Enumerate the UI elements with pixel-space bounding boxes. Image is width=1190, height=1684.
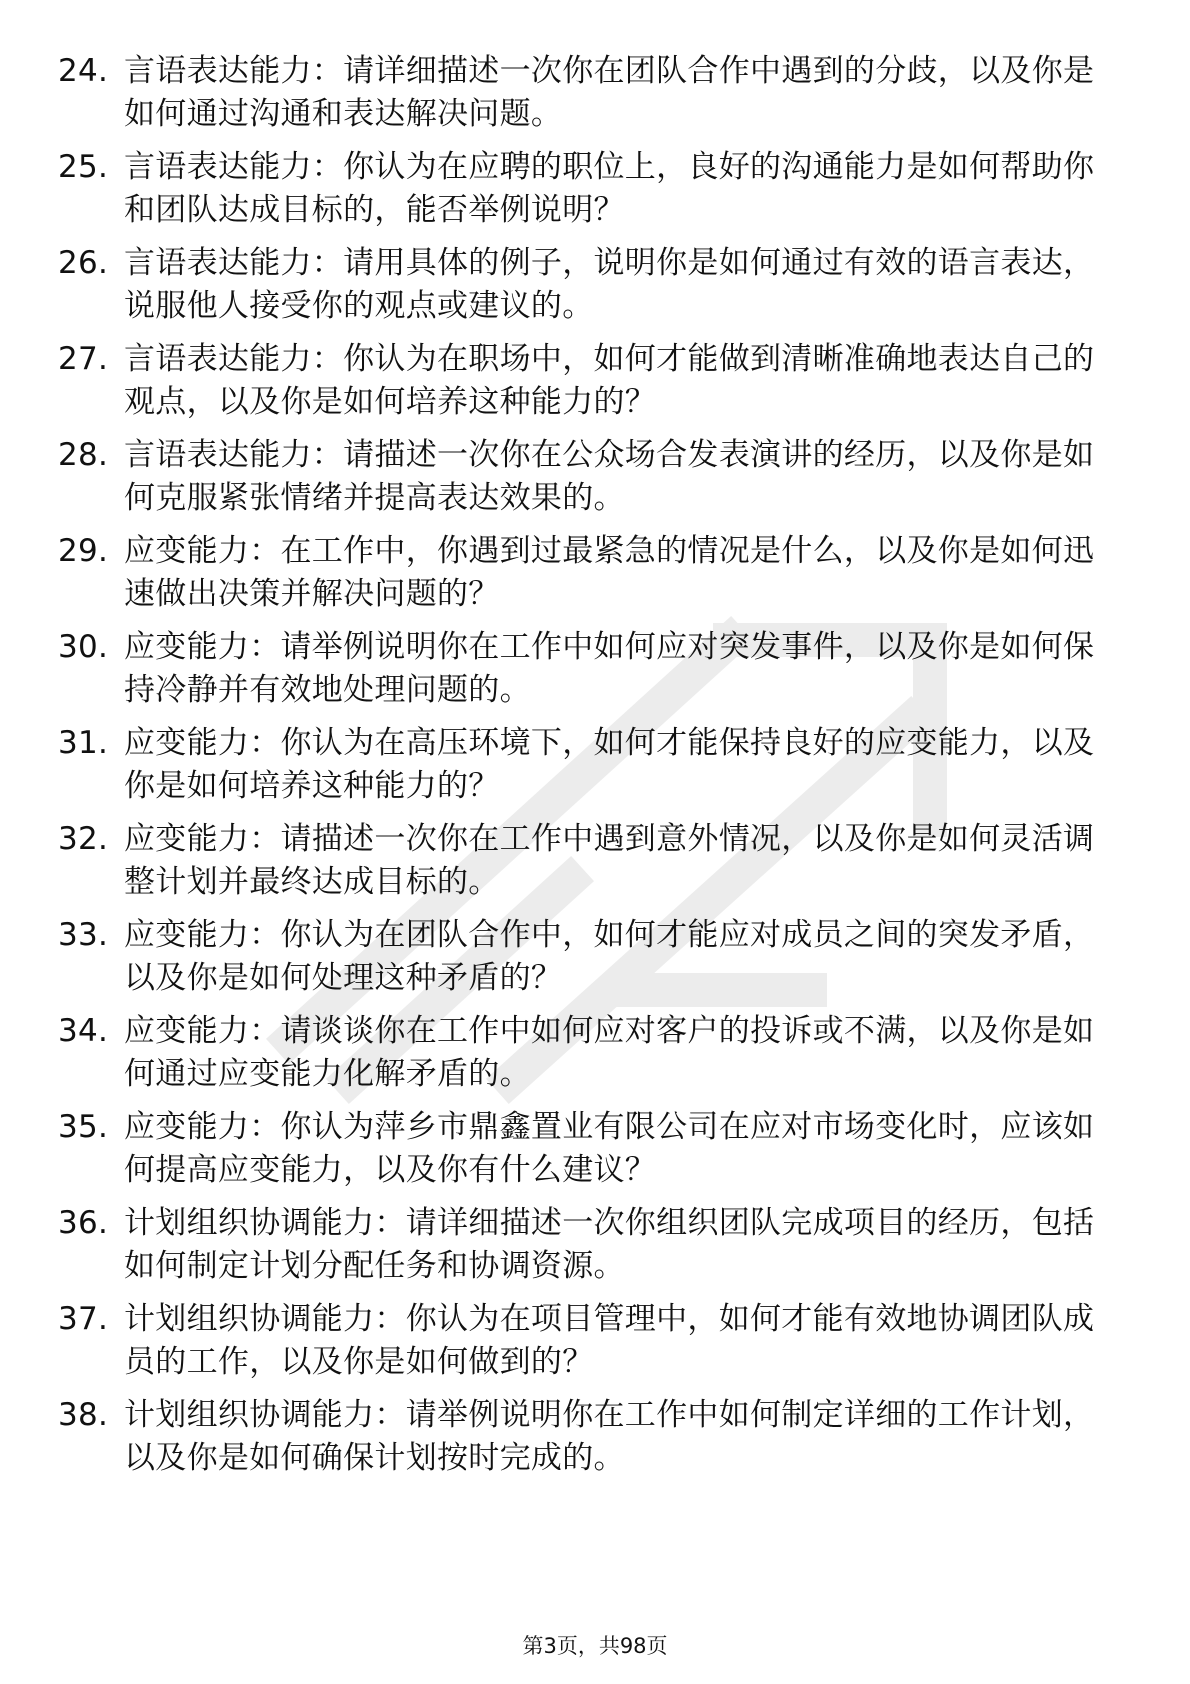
question-item bbox=[58, 146, 1118, 232]
question-item bbox=[58, 722, 1118, 808]
question-item bbox=[58, 1202, 1118, 1288]
question-number: 27. bbox=[58, 341, 109, 377]
page-number-label: 第3页，共98页 bbox=[522, 1634, 668, 1658]
question-number: 34. bbox=[58, 1013, 109, 1049]
question-number: 26. bbox=[58, 245, 109, 281]
question-text: 言语表达能力：请描述一次你在公众场合发表演讲的经历，以及你是如何克服紧张情绪并提高表达效果的。 bbox=[124, 437, 1095, 516]
question-text: 计划组织协调能力：请详细描述一次你组织团队完成项目的经历，包括如何制定计划分配任务和协调资源。 bbox=[124, 1205, 1095, 1284]
question-text: 应变能力：在工作中，你遇到过最紧急的情况是什么，以及你是如何迅速做出决策并解决问题的？ bbox=[124, 533, 1095, 612]
question-number: 38. bbox=[58, 1397, 109, 1433]
question-number: 24. bbox=[58, 53, 109, 89]
question-text: 言语表达能力：请详细描述一次你在团队合作中遇到的分歧，以及你是如何通过沟通和表达解决问题。 bbox=[124, 53, 1095, 132]
question-number: 32. bbox=[58, 821, 109, 857]
question-number: 33. bbox=[58, 917, 109, 953]
question-number: 29. bbox=[58, 533, 109, 569]
question-text: 言语表达能力：请用具体的例子，说明你是如何通过有效的语言表达，说服他人接受你的观点或建议的。 bbox=[124, 245, 1095, 324]
question-item bbox=[58, 1010, 1118, 1096]
question-text: 计划组织协调能力：你认为在项目管理中，如何才能有效地协调团队成员的工作，以及你是如何做到的？ bbox=[124, 1301, 1095, 1380]
question-item bbox=[58, 338, 1118, 424]
question-text: 言语表达能力：你认为在职场中，如何才能做到清晰准确地表达自己的观点，以及你是如何培养这种能力的？ bbox=[124, 341, 1095, 420]
question-text: 应变能力：你认为在高压环境下，如何才能保持良好的应变能力，以及你是如何培养这种能力的？ bbox=[124, 725, 1095, 804]
question-item bbox=[58, 818, 1118, 904]
question-list bbox=[58, 50, 1118, 1490]
question-text: 应变能力：请举例说明你在工作中如何应对突发事件，以及你是如何保持冷静并有效地处理问题的。 bbox=[124, 629, 1095, 708]
question-text: 应变能力：你认为在团队合作中，如何才能应对成员之间的突发矛盾，以及你是如何处理这种矛盾的？ bbox=[124, 917, 1095, 996]
question-item bbox=[58, 242, 1118, 328]
question-item bbox=[58, 434, 1118, 520]
question-item bbox=[58, 1106, 1118, 1192]
question-number: 35. bbox=[58, 1109, 109, 1145]
question-number: 31. bbox=[58, 725, 109, 761]
question-item bbox=[58, 1394, 1118, 1480]
question-number: 30. bbox=[58, 629, 109, 665]
question-number: 36. bbox=[58, 1205, 109, 1241]
question-item bbox=[58, 914, 1118, 1000]
question-item bbox=[58, 50, 1118, 136]
question-item bbox=[58, 1298, 1118, 1384]
question-item bbox=[58, 626, 1118, 712]
question-number: 28. bbox=[58, 437, 109, 473]
question-item bbox=[58, 530, 1118, 616]
page-footer bbox=[0, 1630, 1190, 1660]
question-text: 应变能力：请谈谈你在工作中如何应对客户的投诉或不满，以及你是如何通过应变能力化解矛盾的。 bbox=[124, 1013, 1095, 1092]
question-number: 37. bbox=[58, 1301, 109, 1337]
question-text: 计划组织协调能力：请举例说明你在工作中如何制定详细的工作计划，以及你是如何确保计划按时完成的。 bbox=[124, 1397, 1095, 1476]
question-text: 应变能力：请描述一次你在工作中遇到意外情况，以及你是如何灵活调整计划并最终达成目标的。 bbox=[124, 821, 1095, 900]
question-number: 25. bbox=[58, 149, 109, 185]
question-text: 应变能力：你认为萍乡市鼎鑫置业有限公司在应对市场变化时，应该如何提高应变能力，以及你有什么建议？ bbox=[124, 1109, 1095, 1188]
question-text: 言语表达能力：你认为在应聘的职位上，良好的沟通能力是如何帮助你和团队达成目标的，能否举例说明？ bbox=[124, 149, 1095, 228]
